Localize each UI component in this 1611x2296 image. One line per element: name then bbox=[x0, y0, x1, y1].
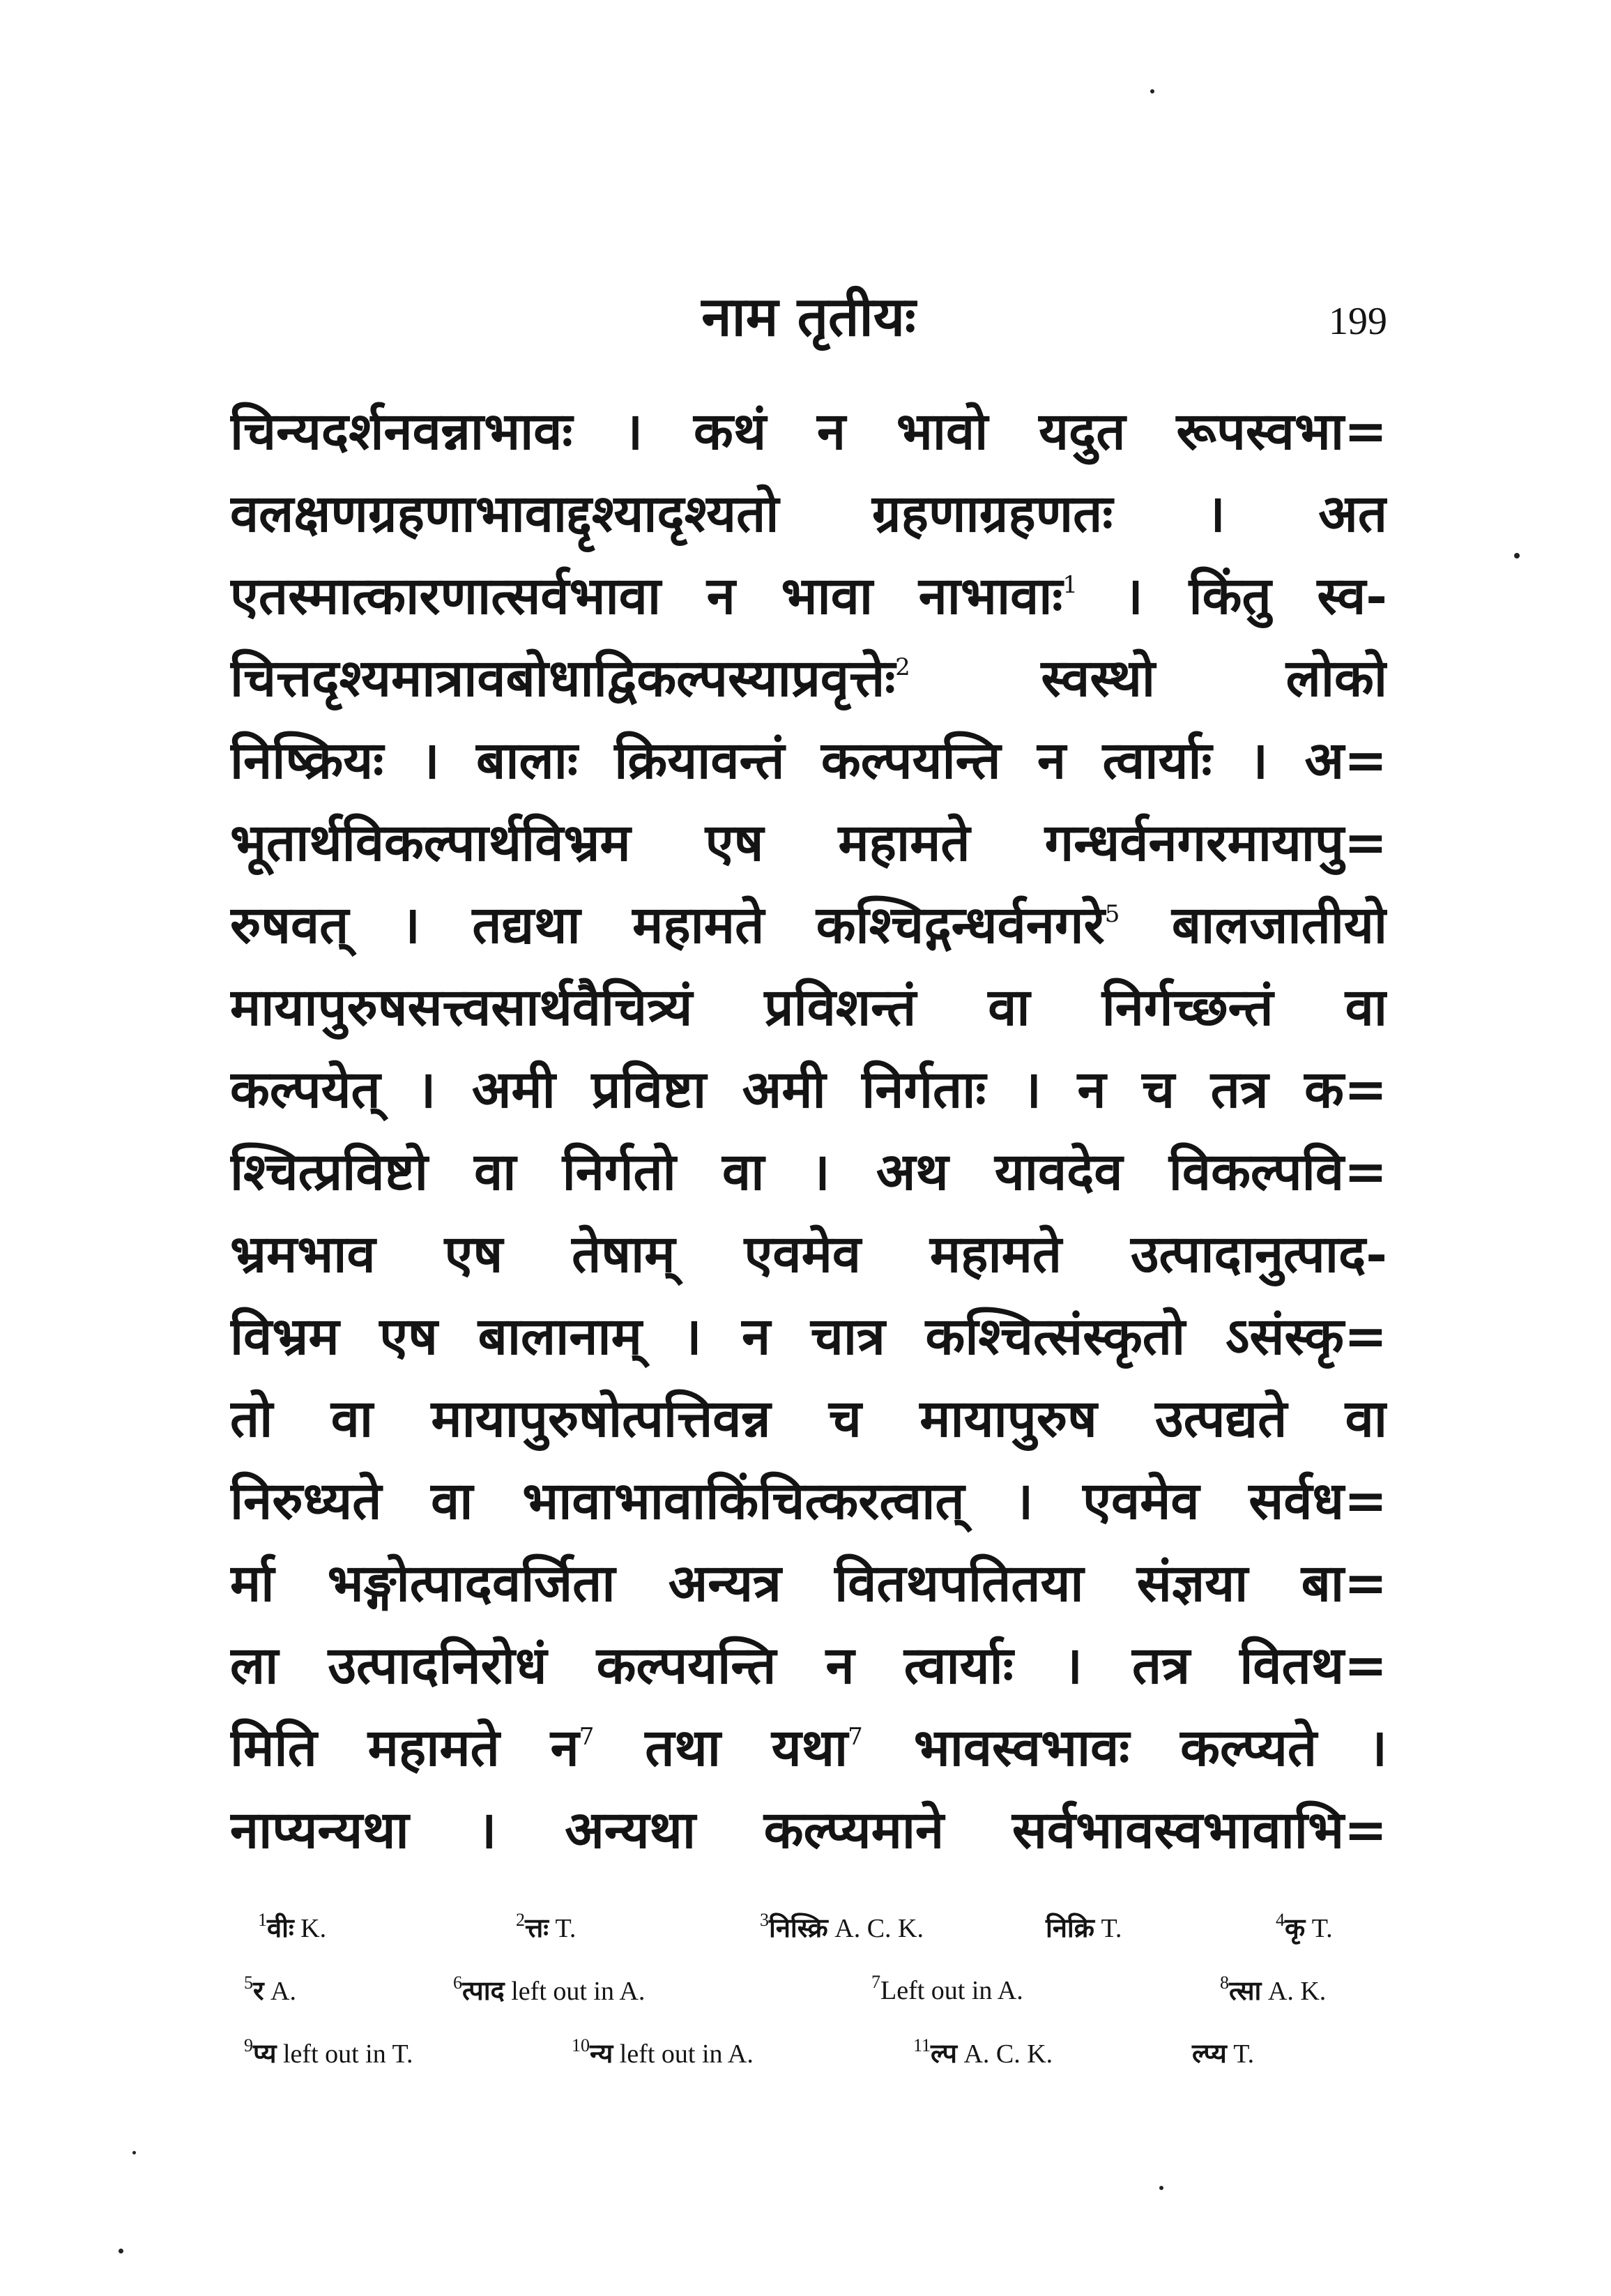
text-line bbox=[230, 1707, 1387, 1789]
text-line bbox=[230, 884, 1387, 966]
footnote-marker: 7 bbox=[848, 1723, 863, 1751]
footnote: $^{11}$ल्प A. C. K. bbox=[913, 2035, 1053, 2069]
text-segment: भावस्वभावः कल्प्यते । bbox=[913, 1718, 1387, 1778]
footnote: $^5$र A. bbox=[244, 1972, 296, 2006]
text-line: ला उत्पादनिरोधं कल्पयन्ति न त्वार्याः । तत्र वितथ= bbox=[230, 1636, 1387, 1696]
page-header bbox=[230, 279, 1387, 356]
main-text-block bbox=[230, 390, 1387, 1871]
text-line: नाप्यन्यथा । अन्यथा कल्प्यमाने सर्वभावस्वभावाभि= bbox=[230, 1800, 1387, 1860]
footnote: $^{10}$न्य left out in A. bbox=[572, 2035, 754, 2069]
footnote: $^1$वीः K. bbox=[258, 1910, 327, 1943]
footnotes bbox=[244, 1896, 1394, 2085]
footnote: $^7$Left out in A. bbox=[871, 1972, 1023, 2005]
footnote: $^9$प्य left out in T. bbox=[244, 2035, 413, 2069]
text-line: वलक्षणग्रहणाभावाद्दृश्यादृश्यतो ग्रहणाग्रहणतः । अत bbox=[230, 484, 1387, 544]
scan-speck bbox=[1514, 553, 1520, 558]
text-line bbox=[230, 637, 1387, 720]
footnote: $^3$निस्क्रि A. C. K. bbox=[760, 1910, 924, 1943]
running-title: नाम तृतीयः bbox=[701, 285, 916, 349]
footnote: $^8$त्सा A. K. bbox=[1220, 1972, 1327, 2006]
footnote-row bbox=[244, 1896, 1394, 1959]
text-segment: मिति महामते न bbox=[230, 1718, 579, 1778]
text-segment: चित्तदृश्यमात्रावबोधाद्विकल्पस्याप्रवृत्तेः bbox=[230, 648, 896, 708]
text-line bbox=[230, 555, 1387, 637]
footnote: ल्प्य T. bbox=[1192, 2037, 1255, 2069]
text-line: चिन्यदर्शनवन्नाभावः । कथं न भावो यदुत रूपस्वभा= bbox=[230, 402, 1387, 462]
scan-speck bbox=[1150, 89, 1154, 93]
footnote-row bbox=[244, 1959, 1394, 2022]
scan-speck bbox=[119, 2249, 123, 2253]
text-line: भ्रमभाव एष तेषाम् एवमेव महामते उत्पादानुत्पाद- bbox=[230, 1224, 1387, 1284]
footnote: $^2$त्तः T. bbox=[516, 1910, 577, 1943]
text-segment: एतस्मात्कारणात्सर्वभावा न भावा नाभावाः bbox=[230, 566, 1063, 626]
footnote-marker: 2 bbox=[895, 653, 910, 681]
footnote: निक्रि T. bbox=[1046, 1912, 1122, 1943]
scan-speck bbox=[1159, 2186, 1163, 2190]
text-line: र्मा भङ्गोत्पादवर्जिता अन्यत्र वितथपतितया संज्ञया बा= bbox=[230, 1553, 1387, 1613]
text-segment: रुषवत् । तद्यथा महामते कश्चिद्गन्धर्वनगरे bbox=[230, 895, 1105, 955]
text-line: भूतार्थविकल्पार्थविभ्रम एष महामते गन्धर्वनगरमायापु= bbox=[230, 813, 1387, 873]
page-number: 199 bbox=[1329, 300, 1387, 343]
text-segment: बालजातीयो bbox=[1171, 895, 1387, 955]
scan-speck bbox=[132, 2151, 136, 2154]
text-line: विभ्रम एष बालानाम् । न चात्र कश्चित्संस्कृतो ऽसंस्कृ= bbox=[230, 1307, 1387, 1367]
text-line: कल्पयेत् । अमी प्रविष्टा अमी निर्गताः । न च तत्र क= bbox=[230, 1060, 1387, 1120]
text-segment: स्वस्थो लोको bbox=[1041, 648, 1387, 708]
footnote-marker: 1 bbox=[1062, 571, 1078, 599]
text-line: निष्क्रियः । बालाः क्रियावन्तं कल्पयन्ति न त्वार्याः । अ= bbox=[230, 731, 1387, 791]
footnote-marker: 5 bbox=[1104, 900, 1120, 928]
footnote-row bbox=[244, 2022, 1394, 2085]
text-line: मायापुरुषसत्त्वसार्थवैचित्र्यं प्रविशन्तं वा निर्गच्छन्तं वा bbox=[230, 978, 1387, 1037]
text-line: तो वा मायापुरुषोत्पत्तिवन्न च मायापुरुष उत्पद्यते वा bbox=[230, 1389, 1387, 1449]
text-line: निरुध्यते वा भावाभावाकिंचित्करत्वात् । एवमेव सर्वध= bbox=[230, 1471, 1387, 1531]
footnote: $^4$कृ T. bbox=[1276, 1910, 1333, 1943]
footnote: $^6$त्पाद left out in A. bbox=[453, 1972, 646, 2006]
text-line: श्चित्प्रविष्टो वा निर्गतो वा । अथ यावदेव विकल्पवि= bbox=[230, 1142, 1387, 1202]
text-segment: तथा यथा bbox=[645, 1718, 848, 1778]
footnote-marker: 7 bbox=[579, 1723, 595, 1751]
text-segment: । किंतु स्व- bbox=[1123, 566, 1387, 626]
